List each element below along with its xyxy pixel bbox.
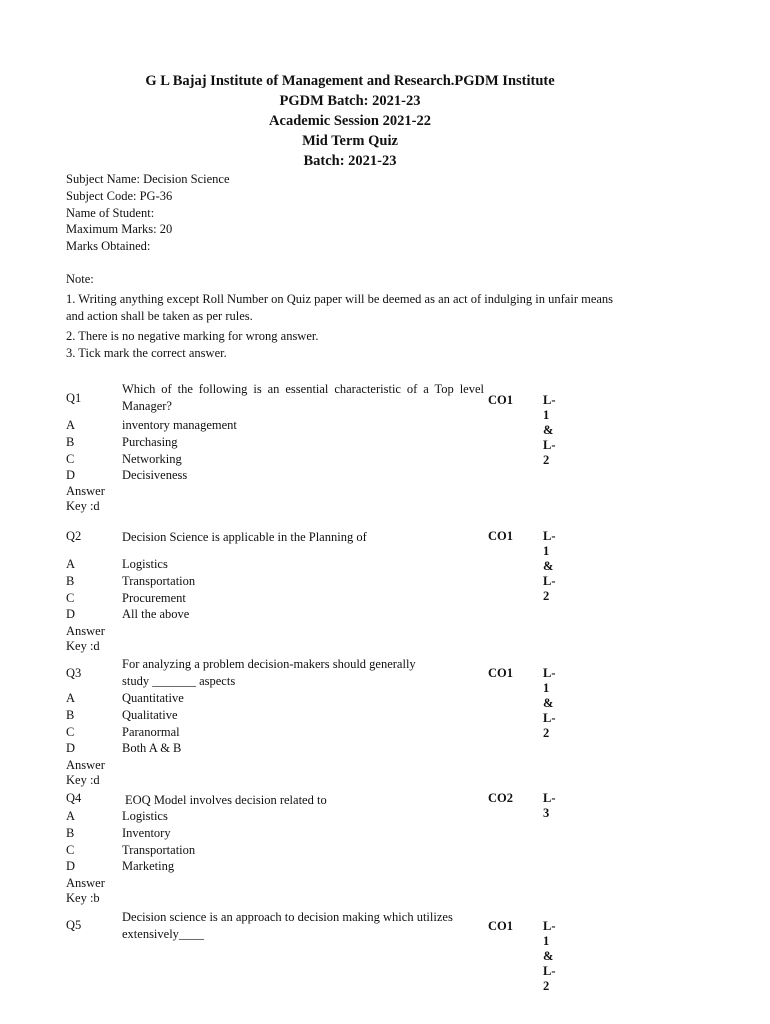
option[interactable] — [66, 451, 466, 468]
option-text: Decisiveness — [122, 468, 188, 483]
option-text: Transportation — [122, 573, 196, 588]
question-text: Decision science is an approach to decision making which utilizes extensively____ — [122, 910, 453, 941]
option-letter: C — [66, 451, 75, 466]
question-text: Which of the following is an essential characteristic of a Top level Manager? — [122, 382, 484, 413]
option-text: Inventory — [122, 825, 171, 840]
course-outcome: CO1 — [488, 393, 513, 407]
answer-key: Answer Key :d — [66, 758, 105, 787]
option-letter: B — [66, 825, 75, 840]
notes-section — [66, 271, 626, 362]
option[interactable] — [66, 808, 466, 825]
option[interactable] — [66, 825, 466, 842]
option-text: Networking — [122, 451, 182, 466]
option[interactable] — [66, 434, 466, 451]
option-text: Logistics — [122, 557, 168, 571]
option-letter: C — [66, 590, 75, 605]
options-list — [66, 417, 466, 484]
option[interactable] — [66, 707, 466, 724]
course-outcome: CO2 — [488, 791, 513, 805]
option-letter: C — [66, 842, 75, 857]
option-text: All the above — [122, 607, 190, 622]
notes-heading: Note: — [66, 272, 94, 286]
question-number: Q2 — [66, 529, 82, 543]
option[interactable] — [66, 467, 466, 484]
option-text: Marketing — [122, 859, 175, 874]
document-header — [0, 71, 700, 171]
subject-details — [66, 171, 230, 255]
batch-subtitle: Batch: 2021-23 — [303, 153, 397, 169]
option-text: Procurement — [122, 590, 186, 605]
option[interactable] — [66, 690, 466, 707]
option-text: Paranormal — [122, 724, 180, 739]
option-letter: A — [66, 418, 76, 432]
option[interactable] — [66, 724, 466, 741]
maximum-marks: Maximum Marks: 20 — [66, 222, 173, 237]
options-list — [66, 556, 466, 623]
option-letter: A — [66, 809, 76, 823]
options-list — [66, 690, 466, 757]
quiz-title: Mid Term Quiz — [302, 133, 398, 149]
option-letter: B — [66, 434, 75, 449]
session-title: Academic Session 2021-22 — [269, 113, 431, 129]
option-letter: B — [66, 707, 75, 722]
question-number: Q3 — [66, 666, 82, 680]
option-letter: D — [66, 859, 76, 874]
question-number: Q1 — [66, 391, 82, 405]
options-list — [66, 808, 466, 875]
course-outcome: CO1 — [488, 666, 513, 680]
bloom-level: L-1 & L-2 — [543, 393, 556, 467]
marks-obtained: Marks Obtained: — [66, 239, 151, 254]
option-letter: B — [66, 573, 75, 588]
option-text: Logistics — [122, 809, 168, 823]
answer-key: Answer Key :d — [66, 484, 105, 513]
option-text: Both A & B — [122, 741, 182, 756]
subject-code: Subject Code: PG-36 — [66, 188, 173, 203]
course-outcome: CO1 — [488, 919, 513, 933]
option[interactable] — [66, 590, 466, 607]
option-letter: D — [66, 607, 76, 622]
option-text: inventory management — [122, 418, 237, 432]
note-1: 1. Writing anything except Roll Number on Quiz paper will be deemed as an act of indulging in unfair means and action shall be taken as per rules. — [66, 292, 614, 323]
bloom-level: L-3 — [543, 791, 556, 820]
option[interactable] — [66, 573, 466, 590]
question-text: For analyzing a problem decision-makers should generally study _______ aspects — [122, 657, 416, 688]
subject-name: Subject Name: Decision Science — [66, 172, 230, 186]
course-outcome: CO1 — [488, 529, 513, 543]
option-letter: A — [66, 557, 76, 571]
question-number: Q5 — [66, 918, 82, 932]
bloom-level: L-1 & L-2 — [543, 529, 556, 603]
note-3: 3. Tick mark the correct answer. — [66, 346, 227, 360]
student-name: Name of Student: — [66, 205, 155, 220]
option-text: Transportation — [122, 842, 196, 857]
batch-title: PGDM Batch: 2021-23 — [279, 93, 421, 109]
question-number: Q4 — [66, 791, 82, 805]
question-text: Decision Science is applicable in the Planning of — [122, 530, 367, 544]
question-text: EOQ Model involves decision related to — [125, 793, 327, 807]
option-text: Purchasing — [122, 434, 178, 449]
option-text: Qualitative — [122, 707, 178, 722]
option-letter: D — [66, 741, 76, 756]
option-letter: A — [66, 691, 76, 705]
answer-key: Answer Key :d — [66, 624, 105, 653]
option[interactable] — [66, 842, 466, 859]
option[interactable] — [66, 606, 466, 623]
bloom-level: L-1 & L-2 — [543, 919, 556, 993]
bloom-level: L-1 & L-2 — [543, 666, 556, 740]
answer-key: Answer Key :b — [66, 876, 105, 905]
option-text: Quantitative — [122, 691, 184, 705]
option[interactable] — [66, 740, 466, 757]
note-2: 2. There is no negative marking for wrong answer. — [66, 329, 319, 343]
option[interactable] — [66, 556, 466, 573]
option[interactable] — [66, 417, 466, 434]
option[interactable] — [66, 858, 466, 875]
institute-title: G L Bajaj Institute of Management and Research.PGDM Institute — [145, 73, 555, 89]
option-letter: C — [66, 724, 75, 739]
option-letter: D — [66, 468, 76, 483]
